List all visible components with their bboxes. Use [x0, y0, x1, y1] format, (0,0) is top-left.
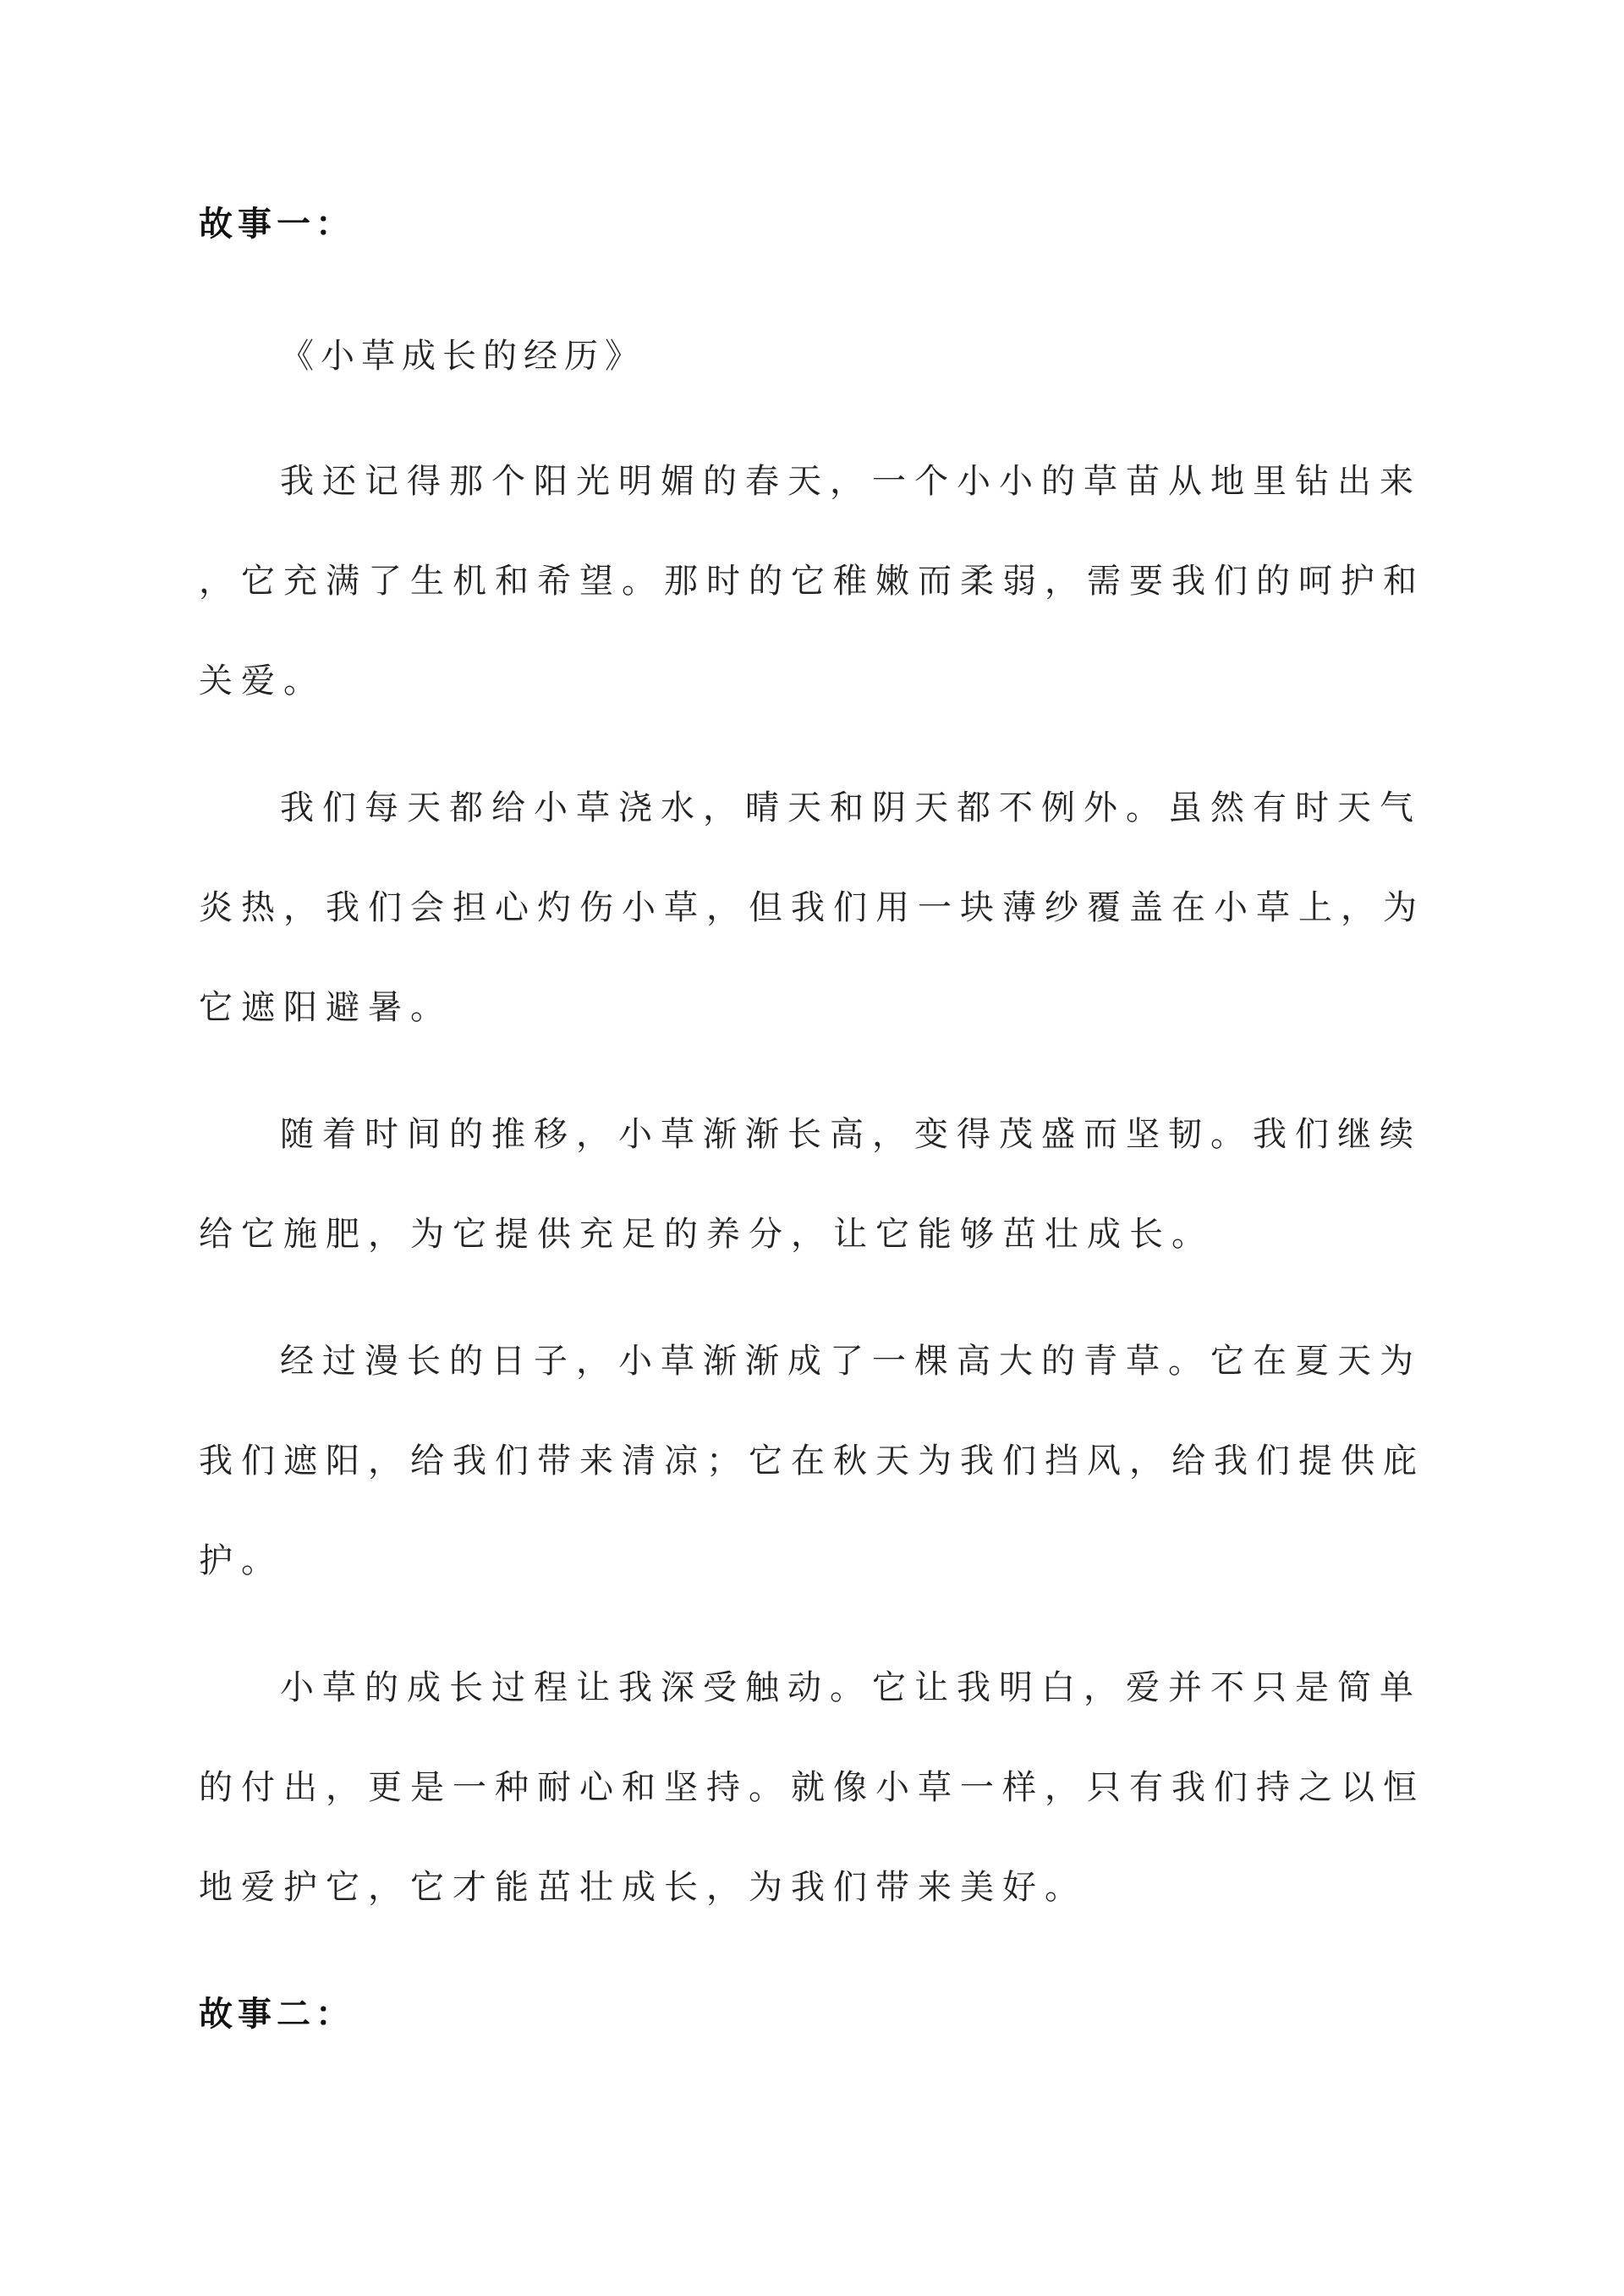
paragraph-1 [199, 431, 1624, 731]
paragraph-line: 炎热，我们会担心灼伤小草，但我们用一块薄纱覆盖在小草上，为 [199, 888, 1425, 926]
paragraph-5 [199, 1638, 1624, 1937]
paragraph-line: 我还记得那个阳光明媚的春天，一个小小的草苗从地里钻出来 [280, 462, 1422, 500]
story-two-heading: 故事二： [199, 1995, 354, 2033]
paragraph-line: 地爱护它，它才能茁壮成长，为我们带来美好。 [199, 1868, 1087, 1906]
paragraph-line: 经过漫长的日子，小草渐渐成了一棵高大的青草。它在夏天为 [280, 1342, 1422, 1380]
paragraph-line: 它遮阳避暑。 [199, 988, 453, 1026]
story-one-title: 《小草成长的经历》 [280, 337, 645, 375]
story-one-heading: 故事一： [199, 205, 354, 243]
paragraph-line: 护。 [199, 1541, 283, 1579]
paragraph-line: 我们每天都给小草浇水，晴天和阴天都不例外。虽然有时天气 [280, 788, 1422, 827]
paragraph-line: ，它充满了生机和希望。那时的它稚嫩而柔弱，需要我们的呵护和 [199, 562, 1425, 600]
paragraph-line: 随着时间的推移，小草渐渐长高，变得茂盛而坚韧。我们继续 [280, 1115, 1422, 1153]
paragraph-line: 给它施肥，为它提供充足的养分，让它能够茁壮成长。 [199, 1215, 1214, 1253]
paragraph-2 [199, 758, 1624, 1057]
paragraph-3 [199, 1085, 1624, 1284]
paragraph-line: 小草的成长过程让我深受触动。它让我明白，爱并不只是简单 [280, 1668, 1422, 1706]
paragraph-4 [199, 1311, 1624, 1611]
paragraph-line: 我们遮阳，给我们带来清凉；它在秋天为我们挡风，给我们提供庇 [199, 1442, 1425, 1480]
paragraph-line: 关爱。 [199, 662, 326, 700]
paragraph-line: 的付出，更是一种耐心和坚持。就像小草一样，只有我们持之以恒 [199, 1768, 1425, 1806]
